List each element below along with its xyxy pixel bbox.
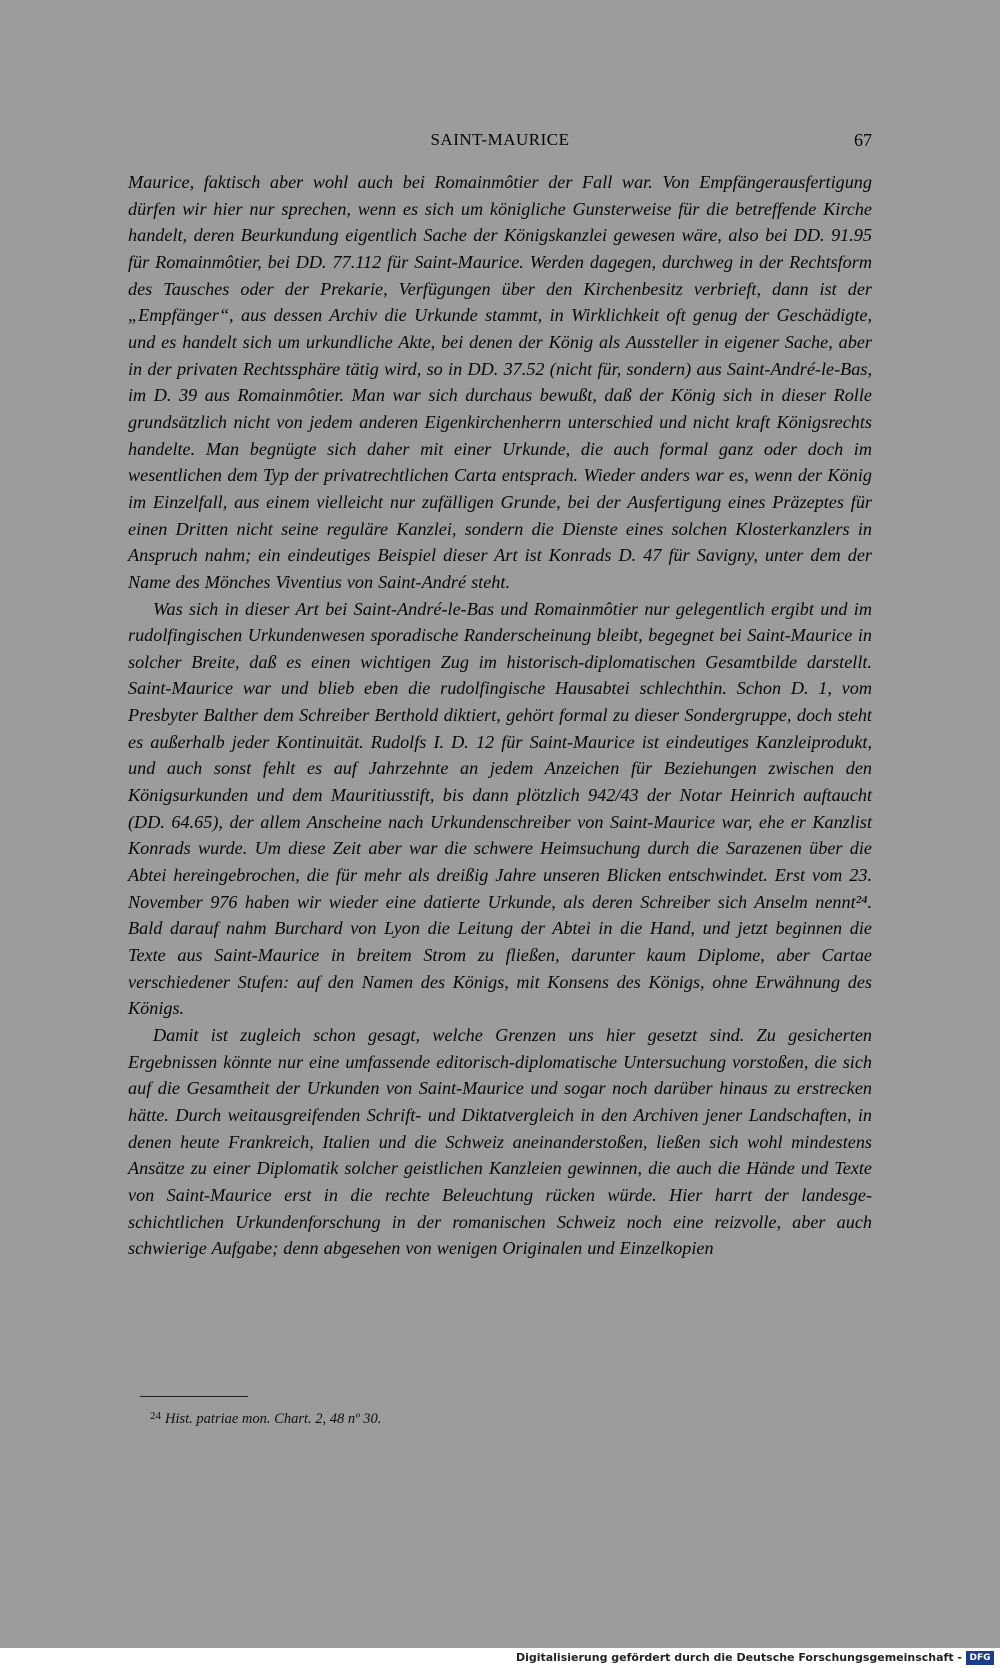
footnote-number: 24 bbox=[150, 1410, 161, 1422]
body-text bbox=[128, 169, 872, 1262]
footnote-divider bbox=[140, 1396, 248, 1397]
page-number: 67 bbox=[854, 130, 872, 150]
dfg-logo: DFG bbox=[966, 1651, 994, 1665]
footnote-text: Hist. patriae mon. Chart. 2, 48 nº 30. bbox=[165, 1411, 382, 1427]
footnote bbox=[150, 1410, 850, 1428]
running-head: SAINT-MAURICE bbox=[430, 130, 570, 149]
paragraph-1: Maurice, faktisch aber wohl auch bei Romainmôtier der Fall war. Von Empfängerausfertigung dürfen wir hier nur sprechen, wenn es sich um königliche Gunsterweise für die betreffende Kirche handelt, deren Beurkundung eigentlich Sache der Königskanzlei gewesen wäre, also bei DD. 91.95 für Romainmôtier, bei DD. 77.112 für Saint-Maurice. Werden dagegen, durchweg in der Rechtsform des Tausches oder der Prekarie, Verfügungen über den Kirchenbesitz verbrieft, dann ist der „Empfänger“, aus dessen Archiv die Urkunde stammt, in Wirklichkeit oft genug der Geschädigte, und es handelt sich um urkundliche Akte, bei denen der König als Aussteller in eigener Sache, aber in der privaten Rechtssphäre tätig wird, so in DD. 37.52 (nicht für, sondern) aus Saint-André-le-Bas, im D. 39 aus Romainmôtier. Man war sich durchaus bewußt, daß der König sich in dieser Rolle grundsätzlich nicht von jedem anderen Eigenkirchenherrn unterschied und nicht kraft Königsrechts handelte. Man begnügte sich daher mit einer Urkunde, die auch formal ganz oder doch im wesentlichen dem Typ der privatrechtlichen Carta entsprach. Wieder anders war es, wenn der König im Einzelfall, aus einem vielleicht nur zufälligen Grunde, bei der Ausfertigung eines Präzeptes für einen Dritten nicht seine reguläre Kanzlei, sondern die Dienste eines solchen Klosterkanzlers in Anspruch nahm; ein eindeutiges Beispiel dieser Art ist Konrads D. 47 für Savigny, unter dem der Name des Mönches Viventius von Saint-André steht. bbox=[128, 172, 872, 592]
page-header bbox=[128, 130, 872, 154]
funding-credit-text: Digitalisierung gefördert durch die Deutsche Forschungsgemeinschaft - bbox=[515, 1651, 962, 1664]
funding-credit-bar bbox=[0, 1648, 1000, 1668]
paragraph-2: Was sich in dieser Art bei Saint-André-le-Bas und Romainmôtier nur gelegentlich ergibt und im rudolfingischen Urkundenwesen sporadische Randerscheinung bleibt, begegnet bei Saint-Maurice in solcher Breite, daß es einen wichtigen Zug im historisch-diplomatischen Gesamtbilde darstellt. Saint-Maurice war und blieb eben die rudolfingische Hausabtei schlechthin. Schon D. 1, vom Presbyter Balther dem Schreiber Berthold diktiert, gehört formal zu dieser Sondergruppe, doch steht es außerhalb jeder Kontinuität. Rudolfs I. D. 12 für Saint-Maurice ist eindeutiges Kanzleiprodukt, und auch sonst fehlt es auf Jahrzehnte an jedem Anzeichen für Beziehungen zwischen den Königsurkunden und dem Mauritiusstift, bis dann plötzlich 942/43 der Notar Heinrich auftaucht (DD. 64.65), der allem Anscheine nach Urkundenschreiber von Saint-Maurice war, ehe er Kanzlist Konrads wurde. Um diese Zeit aber war die schwere Heimsuchung durch die Sarazenen über die Abtei hereingebrochen, die für mehr als dreißig Jahre unseren Blicken entschwindet. Erst vom 23. November 976 haben wir wieder eine datierte Urkunde, als deren Schreiber sich Anselm nennt²⁴. Bald darauf nahm Burchard von Lyon die Leitung der Abtei in die Hand, und jetzt beginnen die Texte aus Saint-Maurice in breitem Strom zu fließen, darunter kaum Diplome, aber Cartae verschiedener Stufen: auf den Namen des Königs, mit Konsens des Königs, ohne Erwähnung des Königs. bbox=[128, 598, 872, 1019]
paragraph-3: Damit ist zugleich schon gesagt, welche Grenzen uns hier gesetzt sind. Zu gesicherten Ergebnissen könnte nur eine umfassende editorisch-diplomatische Untersuchung vorstoßen, die sich auf die Gesamtheit der Urkunden von Saint-Maurice und sogar noch darüber hinaus zu erstrecken hätte. Durch weitausgreifenden Schrift- und Diktatvergleich in den Archiven jener Landschaften, in denen heute Frankreich, Italien und die Schweiz aneinanderstoßen, ließen sich wohl mindestens Ansätze zu einer Diplomatik solcher geistlichen Kanzleien gewinnen, die auch die Hände und Texte von Saint-Maurice erst in die rechte Beleuchtung rücken würde. Hier harrt der landesgeschichtlichen Urkundenforschung in der romanischen Schweiz noch eine reizvolle, aber auch schwierige Aufgabe; denn abgesehen von wenigen Originalen und Einzelkopien bbox=[128, 1025, 872, 1259]
